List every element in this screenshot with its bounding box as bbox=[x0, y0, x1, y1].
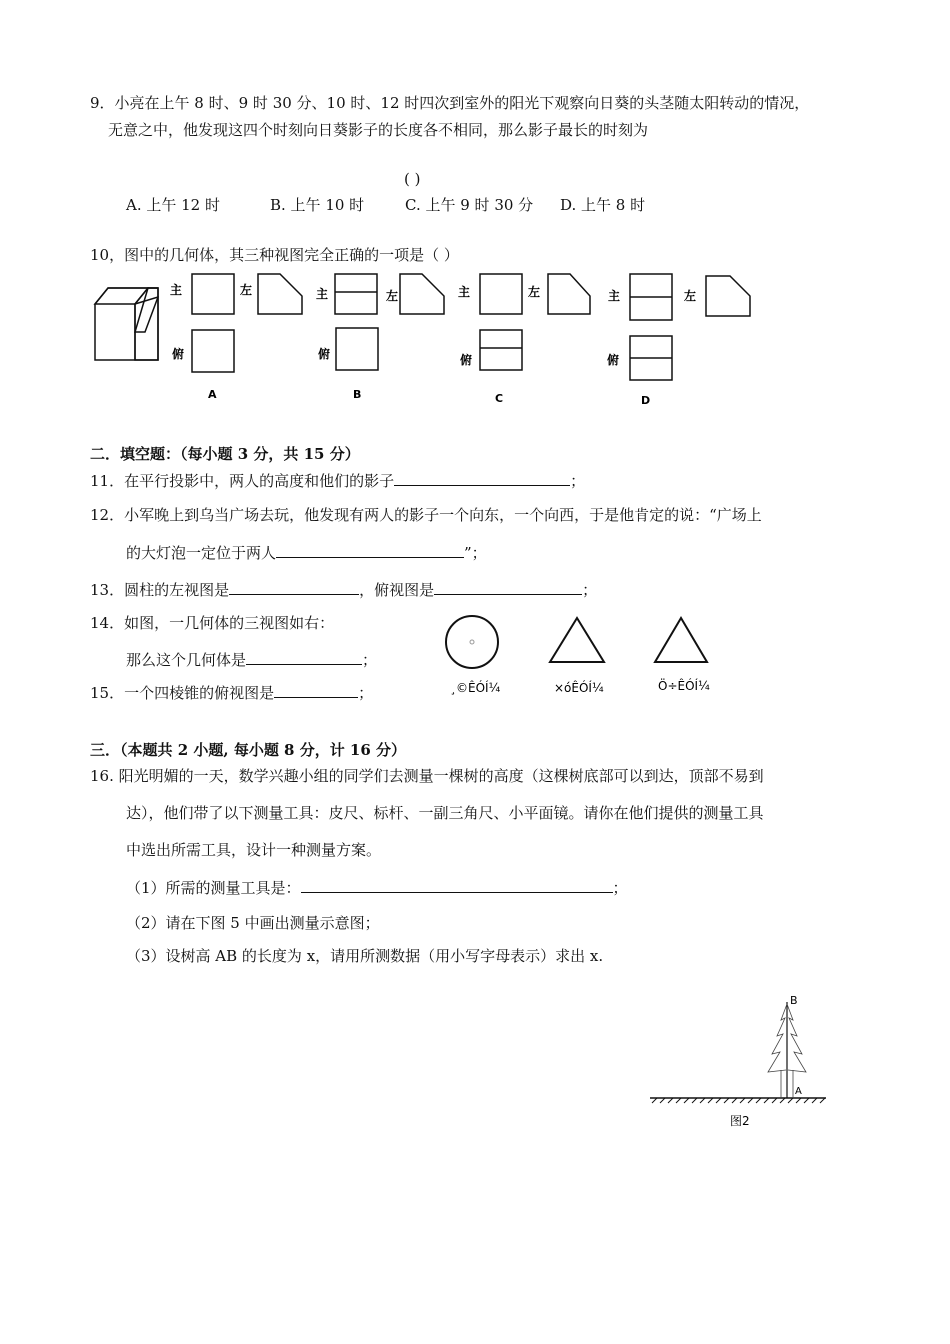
q12-text: 的大灯泡一定位于两人 bbox=[126, 544, 277, 562]
q13-mid: ，俯视图是 bbox=[359, 581, 435, 599]
q16-tools-blank[interactable] bbox=[301, 876, 613, 893]
q10-figure bbox=[90, 262, 770, 412]
label-a: A bbox=[795, 1086, 802, 1097]
q9-option-c: C. 上午 9 时 30 分 bbox=[405, 196, 534, 214]
a-top-label: 俯 bbox=[172, 347, 185, 361]
q9-answer-paren: ( ) bbox=[404, 170, 421, 188]
d-main-label: 主 bbox=[608, 289, 621, 303]
center-dot bbox=[470, 640, 474, 644]
q10-text: 10，图中的几何体，其三种视图完全正确的一项是（ ） bbox=[90, 246, 459, 264]
q12-blank[interactable] bbox=[276, 541, 464, 558]
d-top-label: 俯 bbox=[607, 353, 620, 367]
left-view-caption: ×óÊÓÍ¼ bbox=[554, 681, 604, 695]
q9-option-b: B. 上午 10 时 bbox=[270, 196, 365, 214]
q12-line1: 12．小军晚上到乌当广场去玩，他发现有两人的影子一个向东，一个向西，于是他肯定的说：“广场上 bbox=[90, 506, 762, 524]
q16-sub1-text: （1）所需的测量工具是： bbox=[126, 879, 301, 897]
q11-blank[interactable] bbox=[394, 469, 570, 486]
option-a-letter: A bbox=[208, 388, 217, 401]
d-left-label: 左 bbox=[684, 289, 697, 303]
q16-line1: 16. 阳光明媚的一天，数学兴趣小组的同学们去测量一棵树的高度（这棵树底部可以到达，顶部不易到 bbox=[90, 767, 764, 785]
q16-line3: 中选出所需工具，设计一种测量方案。 bbox=[126, 841, 382, 859]
geometric-solid-drawing bbox=[95, 288, 158, 360]
q11-text: 11．在平行投影中，两人的高度和他们的影子 bbox=[90, 472, 395, 490]
q11-line bbox=[90, 469, 585, 491]
q12-end: ”； bbox=[464, 544, 487, 562]
q16-sub1 bbox=[126, 876, 628, 898]
q12-line2 bbox=[126, 541, 487, 563]
c-top-label: 俯 bbox=[460, 353, 473, 367]
q16-sub3: （3）设树高 AB 的长度为 x，请用所测数据（用小写字母表示）求出 x. bbox=[126, 947, 604, 965]
q13-blank-top[interactable] bbox=[434, 578, 582, 595]
left-view-triangle bbox=[550, 618, 604, 662]
q16-line2: 达），他们带了以下测量工具：皮尺、标杆、一副三角尺、小平面镜。请你在他们提供的测量工具 bbox=[126, 804, 764, 822]
a-left-label: 左 bbox=[240, 283, 253, 297]
q14-blank[interactable] bbox=[246, 648, 362, 665]
q13-end: ； bbox=[582, 581, 598, 599]
q9-line1: 9．小亮在上午 8 时、9 时 30 分、10 时、12 时四次到室外的阳光下观察向日葵的头茎随太阳转动的情况， bbox=[90, 94, 810, 112]
q16-sub2: （2）请在下图 5 中画出测量示意图； bbox=[126, 914, 380, 932]
q9-line2: 无意之中，他发现这四个时刻向日葵影子的长度各不相同，那么影子最长的时刻为 bbox=[108, 121, 649, 139]
q9-option-d: D. 上午 8 时 bbox=[560, 196, 646, 214]
section3-heading: 三．（本题共 2 小题, 每小题 8 分，计 16 分） bbox=[90, 741, 407, 759]
b-main-label: 主 bbox=[316, 287, 329, 301]
q14-line2 bbox=[126, 648, 377, 670]
option-d-letter: D bbox=[641, 394, 651, 407]
q15-blank[interactable] bbox=[274, 681, 358, 698]
b-top-label: 俯 bbox=[318, 347, 331, 361]
q13-text: 13．圆柱的左视图是 bbox=[90, 581, 230, 599]
tree-figure bbox=[640, 990, 840, 1135]
q16-sub1-end: ； bbox=[612, 879, 628, 897]
c-left-label: 左 bbox=[528, 285, 541, 299]
top-view-caption: ¸©ÊÓÍ¼ bbox=[450, 681, 501, 695]
q15-text: 15．一个四棱锥的俯视图是 bbox=[90, 684, 275, 702]
q14-line1: 14．如图，一几何体的三视图如右： bbox=[90, 614, 335, 632]
main-view-triangle bbox=[655, 618, 707, 662]
main-view-caption: Ö÷ÊÓÍ¼ bbox=[658, 679, 710, 693]
tree-figure-caption: 图2 bbox=[730, 1114, 750, 1128]
q15-end: ； bbox=[358, 684, 374, 702]
q11-end: ； bbox=[570, 472, 586, 490]
q13-line bbox=[90, 578, 597, 600]
c-main-label: 主 bbox=[458, 285, 471, 299]
q14-end: ； bbox=[362, 651, 378, 669]
section2-heading: 二．填空题：（每小题 3 分，共 15 分） bbox=[90, 445, 360, 463]
q9-option-a: A. 上午 12 时 bbox=[126, 196, 220, 214]
q14-three-views-figure bbox=[438, 610, 718, 700]
option-c-letter: C bbox=[495, 392, 504, 405]
label-b: B bbox=[790, 994, 798, 1007]
option-b-letter: B bbox=[353, 388, 362, 401]
q15-line bbox=[90, 681, 373, 703]
top-view-circle bbox=[446, 616, 498, 668]
a-main-label: 主 bbox=[170, 283, 183, 297]
q13-blank-left[interactable] bbox=[229, 578, 359, 595]
b-left-label: 左 bbox=[386, 289, 399, 303]
q14-text: 那么这个几何体是 bbox=[126, 651, 247, 669]
